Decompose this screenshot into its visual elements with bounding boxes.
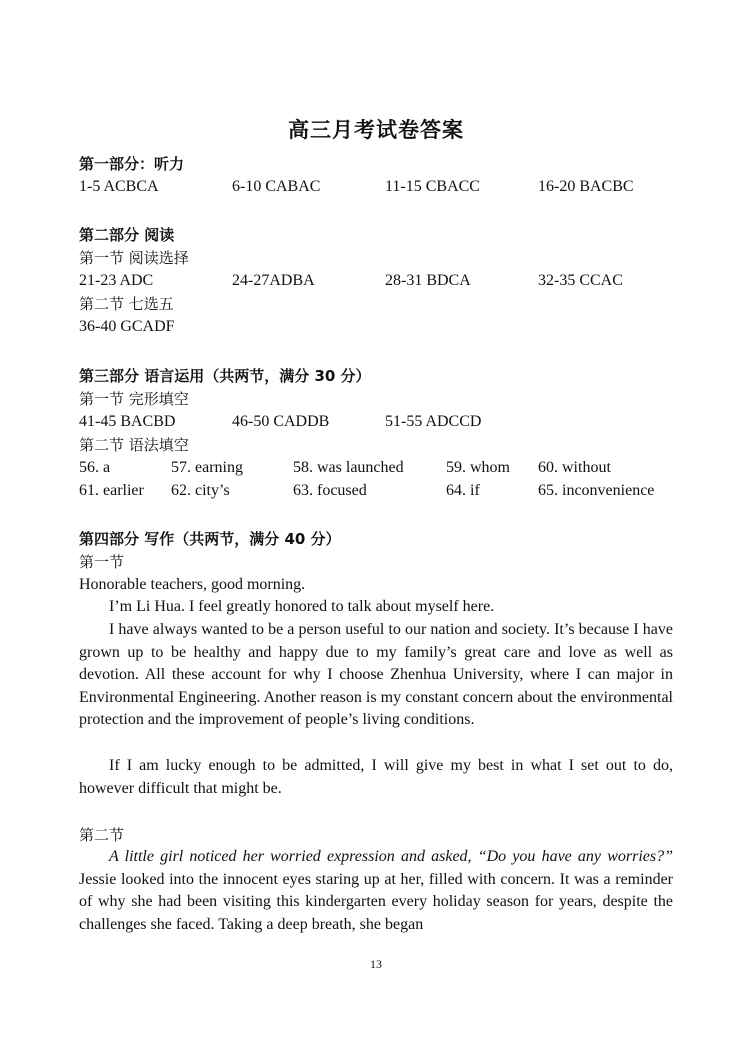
grammar-answer-57: 57. earning — [171, 459, 243, 476]
part1-heading: 第一部分：听力 — [79, 155, 185, 173]
grammar-answer-58: 58. was launched — [293, 459, 404, 476]
part1-answer-4: 16-20 BACBC — [538, 178, 634, 195]
continuation-body-text: Jessie looked into the innocent eyes staring up at her, filled with concern. It was a reminder of why she had been visiting this kindergarten every holiday season for years, despite the challenges she faced. Taking a deep breath, she began — [79, 870, 673, 933]
grammar-answer-59: 59. whom — [446, 459, 510, 476]
grammar-answer-62: 62. city’s — [171, 482, 230, 499]
part4-section2-label: 第二节 — [79, 826, 125, 844]
essay-greeting: Honorable teachers, good morning. — [79, 576, 306, 593]
part2-answer-2: 24-27ADBA — [232, 272, 315, 289]
grammar-answer-60: 60. without — [538, 459, 611, 476]
part1-answer-3: 11-15 CBACC — [385, 178, 480, 195]
grammar-answer-65: 65. inconvenience — [538, 482, 655, 499]
page-number: 13 — [370, 957, 382, 971]
part1-answer-2: 6-10 CABAC — [232, 178, 321, 195]
part2-section1-label: 第一节 阅读选择 — [79, 249, 189, 267]
grammar-answer-64: 64. if — [446, 482, 480, 499]
continuation-italic-text: A little girl noticed her worried expression and asked, “Do you have any worries?” — [109, 848, 673, 865]
part2-answer-4: 32-35 CCAC — [538, 272, 623, 289]
essay-paragraph-2: I have always wanted to be a person useful to our nation and society. It’s because I have grown up to be healthy and happy due to my family’s great care and love as well as devotion. All these account for why I choose Zhenhua University, where I can major in Environmental Engineering. Another reason is my constant concern about the environmental protection and the improvement of people’s living conditions. — [79, 621, 673, 729]
essay-paragraph-3: If I am lucky enough to be admitted, I will give my best in what I set out to do, however difficult that might be. — [79, 757, 673, 797]
part3-answer-1: 41-45 BACBD — [79, 413, 176, 430]
continuation-paragraph — [79, 846, 673, 936]
part3-answer-3: 51-55 ADCCD — [385, 413, 482, 430]
part3-answer-2: 46-50 CADDB — [232, 413, 330, 430]
grammar-answer-61: 61. earlier — [79, 482, 144, 499]
part3-section1-label: 第一节 完形填空 — [79, 390, 189, 408]
part1-answer-1: 1-5 ACBCA — [79, 178, 159, 195]
part2-answer-1: 21-23 ADC — [79, 272, 154, 289]
grammar-answer-56: 56. a — [79, 459, 111, 476]
part3-section2-label: 第二节 语法填空 — [79, 436, 189, 454]
part4-section1-label: 第一节 — [79, 553, 125, 571]
part2-section2-label: 第二节 七选五 — [79, 295, 174, 313]
grammar-answer-63: 63. focused — [293, 482, 367, 499]
part2-answer-3: 28-31 BDCA — [385, 272, 471, 289]
part4-heading: 第四部分 写作（共两节，满分 40 分） — [79, 530, 341, 548]
part3-heading: 第三部分 语言运用（共两节，满分 30 分） — [79, 367, 371, 385]
page-title: 高三月考试卷答案 — [288, 118, 464, 142]
part2-section2-answer: 36-40 GCADF — [79, 318, 175, 335]
part2-heading: 第二部分 阅读 — [79, 226, 175, 244]
essay-paragraph-1: I’m Li Hua. I feel greatly honored to talk about myself here. — [109, 598, 495, 615]
